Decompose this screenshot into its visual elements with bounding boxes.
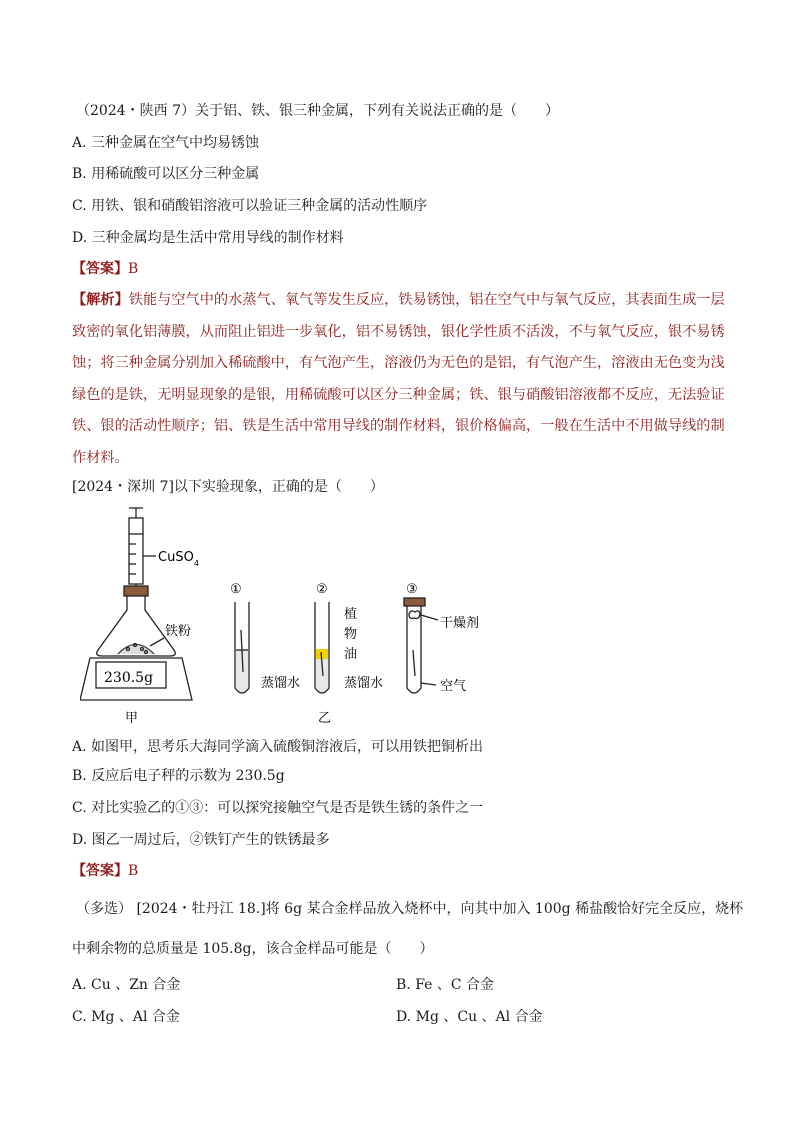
scale-reading: 230.5g xyxy=(104,670,154,686)
test-tube-1 xyxy=(235,602,249,693)
iron-nail-3 xyxy=(413,650,415,676)
question-1-option-a: A. 三种金属在空气中均易锈蚀 xyxy=(72,135,260,151)
explanation-line: 铁能与空气中的水蒸气、氧气等发生反应，铁易锈蚀，铝在空气中与氧气反应，其表面生成一层 xyxy=(128,292,725,308)
iron-powder-label: 铁粉 xyxy=(165,624,192,639)
question-2-option-b: B. 反应后电子秤的示数为 230.5g xyxy=(72,768,285,784)
figure-label-jia: 甲 xyxy=(125,711,139,726)
explanation-line: 铁、银的活动性顺序；铝、铁是生活中常用导线的制作材料，银价格偏高，一般在生活中不用做导线的制 xyxy=(72,418,725,434)
answer-value: B xyxy=(128,261,139,277)
question-2-stem: [2024・深圳 7]以下实验现象，正确的是（ ） xyxy=(72,479,384,495)
air-label: 空气 xyxy=(440,679,467,694)
test-tube-2 xyxy=(315,602,329,693)
question-2-option-c: C. 对比实验乙的①③：可以探究接触空气是否是铁生锈的条件之一 xyxy=(72,800,484,816)
question-1-option-b: B. 用稀硫酸可以区分三种金属 xyxy=(72,166,260,182)
question-3-option-a: A. Cu 、Zn 合金 xyxy=(72,977,181,993)
question-3-stem-line-2: 中剩余物的总质量是 105.8g，该合金样品可能是（ ） xyxy=(72,941,434,957)
tube-2-number: ② xyxy=(316,582,328,597)
answer-value: B xyxy=(128,863,139,879)
experiment-figure xyxy=(80,500,500,730)
distilled-water-label-2: 蒸馏水 xyxy=(344,676,384,691)
explanation-line: 蚀；将三种金属分别加入稀硫酸中，有气泡产生，溶液仍为无色的是铝，有气泡产生，溶液由无色变为浅 xyxy=(72,355,725,371)
veg-oil-label-3: 油 xyxy=(344,647,358,662)
question-1-option-c: C. 用铁、银和硝酸铝溶液可以验证三种金属的活动性顺序 xyxy=(72,198,428,214)
test-tube-3 xyxy=(404,598,438,693)
question-2-option-a: A. 如图甲，思考乐大海同学滴入硫酸铜溶液后，可以用铁把铜析出 xyxy=(72,739,484,755)
rubber-stopper xyxy=(124,586,148,596)
tube-1-number: ① xyxy=(230,582,242,597)
explanation-line: 作材料。 xyxy=(72,449,129,466)
question-3-option-d: D. Mg 、Cu 、Al 合金 xyxy=(396,1009,543,1025)
distilled-water-label-1: 蒸馏水 xyxy=(261,676,301,691)
figure-label-yi: 乙 xyxy=(318,711,332,726)
question-3-option-c: C. Mg 、Al 合金 xyxy=(72,1009,180,1025)
question-1-answer xyxy=(72,259,138,279)
question-3-stem-line-1: （多选） [2024・牡丹江 18.]将 6g 某合金样品放入烧杯中，向其中加入 100g 稀盐酸恰好完全反应，烧杯 xyxy=(76,901,744,917)
question-1-stem: （2024・陕西 7）关于铝、铁、银三种金属，下列有关说法正确的是（ ） xyxy=(76,103,559,119)
desiccant-cotton xyxy=(409,611,420,619)
answer-tag: 【答案】 xyxy=(72,261,128,277)
question-2-answer xyxy=(72,861,138,881)
question-1-explanation xyxy=(72,285,725,474)
tube-3-stopper xyxy=(404,598,425,606)
tube-3-number: ③ xyxy=(406,582,418,597)
desiccant-label: 干燥剂 xyxy=(440,616,480,631)
cuso4-label: CuSO$_4$ xyxy=(158,550,199,568)
question-2-option-d: D. 图乙一周过后，②铁钉产生的铁锈最多 xyxy=(72,832,330,848)
explanation-tag: 【解析】 xyxy=(72,292,129,308)
question-3-option-b: B. Fe 、C 合金 xyxy=(396,977,495,993)
question-1-option-d: D. 三种金属均是生活中常用导线的制作材料 xyxy=(72,230,344,246)
veg-oil-label-1: 植 xyxy=(344,607,358,622)
explanation-line: 绿色的是铁，无明显现象的是银，用稀硫酸可以区分三种金属；铁、银与硝酸铝溶液都不反应，无法验证 xyxy=(72,386,725,403)
explanation-line: 致密的氧化铝薄膜，从而阻止铝进一步氧化，铝不易锈蚀，银化学性质不活泼，不与氧气反应，银不易锈 xyxy=(72,323,725,340)
answer-tag: 【答案】 xyxy=(72,863,128,879)
veg-oil-label-2: 物 xyxy=(344,627,358,642)
